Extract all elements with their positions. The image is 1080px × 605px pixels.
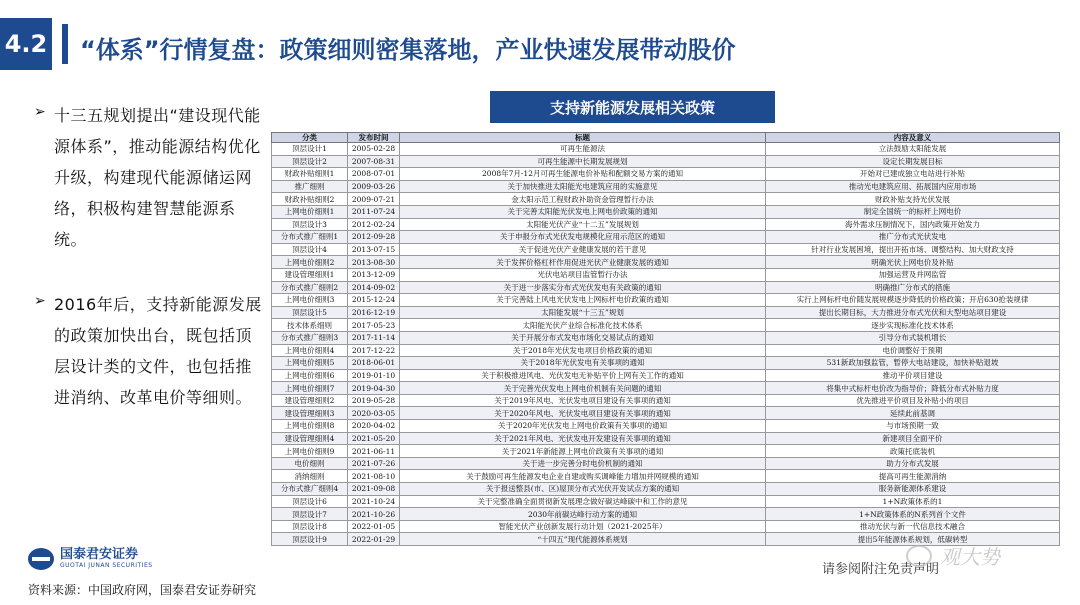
table-cell: 上网电价细则4 <box>272 344 348 357</box>
table-cell: 上网电价细则6 <box>272 369 348 382</box>
table-cell: 提出5年能源体系规划，低碳转型 <box>766 533 1060 546</box>
table-cell: 上网电价细则5 <box>272 357 348 370</box>
table-cell: 顶层设计7 <box>272 508 348 521</box>
table-cell: 推动平价项目建设 <box>766 369 1060 382</box>
table-row <box>272 193 1060 206</box>
table-cell: 太阳能光伏产业“十二五”发展规划 <box>400 218 766 231</box>
table-cell: 2009-07-21 <box>348 193 400 206</box>
table-cell: 2021-10-24 <box>348 495 400 508</box>
table-cell: 2018-06-01 <box>348 357 400 370</box>
table-cell: 关于进一步落实分布式光伏发电有关政策的通知 <box>400 281 766 294</box>
logo-name-cn: 国泰君安证券 <box>60 547 139 562</box>
table-cell: 分布式推广细则2 <box>272 281 348 294</box>
table-cell: 关于积极推进风电、光伏发电无补贴平价上网有关工作的通知 <box>400 369 766 382</box>
table-cell: 加强运营及并网监管 <box>766 268 1060 281</box>
table-cell: 2021-08-10 <box>348 470 400 483</box>
table-cell: 逐步实现标准化技术体系 <box>766 319 1060 332</box>
table-row <box>272 218 1060 231</box>
table-cell: 建设管理细则1 <box>272 268 348 281</box>
bullet-item <box>34 100 266 255</box>
table-row <box>272 382 1060 395</box>
table-cell: 海外需求压制情况下，国内政策开始发力 <box>766 218 1060 231</box>
table-cell: 关于完善太阳能光伏发电上网电价政策的通知 <box>400 205 766 218</box>
table-cell: 顶层设计4 <box>272 243 348 256</box>
section-number: 4.2 <box>0 18 52 70</box>
table-body <box>272 143 1060 546</box>
table-cell: 延续此前基调 <box>766 407 1060 420</box>
table-cell: 2021-09-08 <box>348 483 400 496</box>
disclaimer-text: 请参阅附注免责声明 <box>822 562 940 577</box>
table-row <box>272 180 1060 193</box>
table-cell: 关于2020年风电、光伏发电项目建设有关事项的通知 <box>400 407 766 420</box>
table-cell: 2021-06-11 <box>348 445 400 458</box>
table-cell: 2009-03-26 <box>348 180 400 193</box>
title-accent-bar <box>62 24 68 64</box>
table-cell: 实行上网标杆电价随发展规模逐步降低的价格政策；开启630抢装规律 <box>766 294 1060 307</box>
table-cell: 明确推广分布式的措施 <box>766 281 1060 294</box>
arrow-bullet-icon: ➢ <box>34 104 46 120</box>
table-cell: 分布式推广细则1 <box>272 231 348 244</box>
table-row <box>272 268 1060 281</box>
table-cell: 2015-12-24 <box>348 294 400 307</box>
table-row <box>272 495 1060 508</box>
table-cell: 提高可再生能源消纳 <box>766 470 1060 483</box>
table-cell: 关于2019年风电、光伏发电项目建设有关事项的通知 <box>400 394 766 407</box>
source-note: 资料来源：中国政府网，国泰君安证券研究 <box>28 583 257 597</box>
table-cell: 关于报送整县(市、区)屋顶分布式光伏开发试点方案的通知 <box>400 483 766 496</box>
table-cell: 531新政加强监管，暂停大电站建设，加快补贴退坡 <box>766 357 1060 370</box>
table-row <box>272 407 1060 420</box>
table-row <box>272 256 1060 269</box>
company-logo <box>28 548 153 570</box>
table-cell: 关于进一步完善分时电价机制的通知 <box>400 457 766 470</box>
table-cell: 关于促进光伏产业健康发展的若干意见 <box>400 243 766 256</box>
table-row <box>272 520 1060 533</box>
table-cell: 2014-09-02 <box>348 281 400 294</box>
table-cell: 顶层设计9 <box>272 533 348 546</box>
table-cell: 2012-02-24 <box>348 218 400 231</box>
logo-name-en: GUOTAI JUNAN SECURITIES <box>60 562 153 569</box>
arrow-bullet-icon: ➢ <box>34 293 46 309</box>
bullet-item <box>34 289 266 413</box>
table-cell: 2007-08-31 <box>348 155 400 168</box>
bullet-text: 2016年后，支持新能源发展的政策加快出台，既包括顶层设计类的文件，也包括推进消纳、改革电价等细则。 <box>54 295 262 407</box>
table-cell: 2017-05-23 <box>348 319 400 332</box>
table-cell: 2022-01-05 <box>348 520 400 533</box>
table-row <box>272 432 1060 445</box>
table-cell: 建设管理细则4 <box>272 432 348 445</box>
table-cell: 2019-04-30 <box>348 382 400 395</box>
table-cell: “十四五”现代能源体系规划 <box>400 533 766 546</box>
table-cell: 金太阳示范工程财政补助资金管理暂行办法 <box>400 193 766 206</box>
table-cell: 立法鼓励太阳能发展 <box>766 143 1060 156</box>
table-cell: 推广分布式光伏发电 <box>766 231 1060 244</box>
table-cell: 财政补贴支持光伏发展 <box>766 193 1060 206</box>
table-cell: 关于2021年新能源上网电价政策有关事项的通知 <box>400 445 766 458</box>
table-cell: 服务新能源体系建设 <box>766 483 1060 496</box>
table-cell: 2013-08-30 <box>348 256 400 269</box>
table-cell: 关于2021年风电、光伏发电开发建设有关事项的通知 <box>400 432 766 445</box>
table-cell: 顶层设计8 <box>272 520 348 533</box>
table-header-cell: 内容及意义 <box>766 133 1060 143</box>
table-cell: 顶层设计3 <box>272 218 348 231</box>
table-cell: 上网电价细则1 <box>272 205 348 218</box>
table-cell: 推动光电建筑应用、拓展国内应用市场 <box>766 180 1060 193</box>
table-cell: 顶层设计5 <box>272 306 348 319</box>
table-cell: 2013-07-15 <box>348 243 400 256</box>
table-cell: 可再生能源中长期发展规划 <box>400 155 766 168</box>
table-cell: 智能光伏产业创新发展行动计划（2021-2025年） <box>400 520 766 533</box>
table-header-row <box>272 133 1060 143</box>
table-row <box>272 357 1060 370</box>
table-cell: 太阳能光伏产业综合标准化技术体系 <box>400 319 766 332</box>
bullet-text: 十三五规划提出“建设现代能源体系”，推动能源结构优化升级，构建现代能源储运网络，积极构建智慧能源系统。 <box>54 106 261 249</box>
table-cell: 2021-10-26 <box>348 508 400 521</box>
table-cell: 关于2020年光伏发电上网电价政策有关事项的通知 <box>400 420 766 433</box>
table-cell: 技术体系细则 <box>272 319 348 332</box>
table-cell: 电价细则 <box>272 457 348 470</box>
table-row <box>272 369 1060 382</box>
table-cell: 分布式推广细则4 <box>272 483 348 496</box>
table-row <box>272 394 1060 407</box>
table-cell: 顶层设计2 <box>272 155 348 168</box>
watermark-icon <box>906 545 932 567</box>
table-cell: 财政补贴细则2 <box>272 193 348 206</box>
table-cell: 2013-12-09 <box>348 268 400 281</box>
table-cell: 引导分布式装机增长 <box>766 331 1060 344</box>
table-row <box>272 294 1060 307</box>
table-cell: 2021-05-20 <box>348 432 400 445</box>
table-cell: 推动光伏与新一代信息技术融合 <box>766 520 1060 533</box>
table-row <box>272 344 1060 357</box>
table-row <box>272 508 1060 521</box>
policy-table <box>271 132 1060 546</box>
table-row <box>272 168 1060 181</box>
table-cell: 新建项目全面平价 <box>766 432 1060 445</box>
table-cell: 政策托底装机 <box>766 445 1060 458</box>
table-cell: 2016-12-19 <box>348 306 400 319</box>
table-row <box>272 306 1060 319</box>
table-cell: 助力分布式发展 <box>766 457 1060 470</box>
table-cell: 开始对已建成独立电站进行补贴 <box>766 168 1060 181</box>
table-cell: 上网电价细则9 <box>272 445 348 458</box>
table-cell: 与市场预期一致 <box>766 420 1060 433</box>
table-header-cell: 标题 <box>400 133 766 143</box>
table-cell: 1+N政策体系的N系列首个文件 <box>766 508 1060 521</box>
table-cell: 顶层设计6 <box>272 495 348 508</box>
table-cell: 太阳能发展“十三五”规划 <box>400 306 766 319</box>
watermark-text: 观大势 <box>940 545 1000 569</box>
table-cell: 针对行业发展困境，提出开拓市场、调整结构、加大财政支持 <box>766 243 1060 256</box>
table-cell: 关于申报分布式光伏发电规模化应用示范区的通知 <box>400 231 766 244</box>
page-title: “体系”行情复盘：政策细则密集落地，产业快速发展带动股价 <box>80 36 736 64</box>
table-cell: 推广细则 <box>272 180 348 193</box>
table-cell: 2011-07-24 <box>348 205 400 218</box>
table-cell: 2020-04-02 <box>348 420 400 433</box>
bullet-list <box>34 100 266 447</box>
table-cell: 2017-12-22 <box>348 344 400 357</box>
table-row <box>272 420 1060 433</box>
table-cell: 电价调整好于预期 <box>766 344 1060 357</box>
table-header-cell: 分类 <box>272 133 348 143</box>
table-cell: 消纳细则 <box>272 470 348 483</box>
table-row <box>272 281 1060 294</box>
table-cell: 关于加快推进太阳能光电建筑应用的实施意见 <box>400 180 766 193</box>
table-row <box>272 445 1060 458</box>
table-cell: 关于完善光伏发电上网电价机制有关问题的通知 <box>400 382 766 395</box>
table-cell: 2021-07-26 <box>348 457 400 470</box>
table-cell: 明确光伏上网电价及补贴 <box>766 256 1060 269</box>
table-row <box>272 331 1060 344</box>
table-header-cell: 发布时间 <box>348 133 400 143</box>
table-cell: 上网电价细则8 <box>272 420 348 433</box>
table-row <box>272 155 1060 168</box>
table-cell: 关于发挥价格杠杆作用促进光伏产业健康发展的通知 <box>400 256 766 269</box>
table-cell: 优先推进平价项目及补贴小的项目 <box>766 394 1060 407</box>
table-row <box>272 457 1060 470</box>
logo-mark-icon <box>28 548 54 570</box>
table-cell: 2020-03-05 <box>348 407 400 420</box>
table-cell: 2019-01-10 <box>348 369 400 382</box>
table-row <box>272 143 1060 156</box>
table-cell: 2019-05-28 <box>348 394 400 407</box>
table-cell: 将集中式标杆电价改为指导价；降低分布式补贴力度 <box>766 382 1060 395</box>
table-cell: 关于2018年光伏发电项目价格政策的通知 <box>400 344 766 357</box>
table-row <box>272 470 1060 483</box>
table-cell: 2030年前碳达峰行动方案的通知 <box>400 508 766 521</box>
table-cell: 2005-02-28 <box>348 143 400 156</box>
table-row <box>272 231 1060 244</box>
table-cell: 关于完善陆上风电光伏发电上网标杆电价政策的通知 <box>400 294 766 307</box>
table-cell: 关于鼓励可再生能源发电企业自建或购买调峰能力增加并网规模的通知 <box>400 470 766 483</box>
table-cell: 制定全国统一的标杆上网电价 <box>766 205 1060 218</box>
table-cell: 2012-09-28 <box>348 231 400 244</box>
table-cell: 上网电价细则7 <box>272 382 348 395</box>
table-cell: 提出长期目标，大力推进分布式光伏和大型电站项目建设 <box>766 306 1060 319</box>
table-cell: 上网电价细则2 <box>272 256 348 269</box>
table-cell: 关于完整准确全面贯彻新发展理念做好碳达峰碳中和工作的意见 <box>400 495 766 508</box>
table-cell: 分布式推广细则3 <box>272 331 348 344</box>
table-cell: 设定长期发展目标 <box>766 155 1060 168</box>
table-cell: 建设管理细则2 <box>272 394 348 407</box>
table-cell: 1+N政策体系的1 <box>766 495 1060 508</box>
table-title: 支持新能源发展相关政策 <box>490 91 775 123</box>
table-cell: 可再生能源法 <box>400 143 766 156</box>
table-cell: 2022-01-29 <box>348 533 400 546</box>
table-row <box>272 205 1060 218</box>
table-cell: 建设管理细则3 <box>272 407 348 420</box>
table-row <box>272 319 1060 332</box>
table-cell: 2008-07-01 <box>348 168 400 181</box>
table-row <box>272 243 1060 256</box>
table-cell: 上网电价细则3 <box>272 294 348 307</box>
table-cell: 2017-11-14 <box>348 331 400 344</box>
table-cell: 光伏电站项目监管暂行办法 <box>400 268 766 281</box>
table-cell: 关于开展分布式发电市场化交易试点的通知 <box>400 331 766 344</box>
table-cell: 关于2018年光伏发电有关事项的通知 <box>400 357 766 370</box>
table-cell: 顶层设计1 <box>272 143 348 156</box>
table-cell: 财政补贴细则1 <box>272 168 348 181</box>
table-row <box>272 483 1060 496</box>
table-cell: 2008年7月-12月可再生能源电价补贴和配额交易方案的通知 <box>400 168 766 181</box>
